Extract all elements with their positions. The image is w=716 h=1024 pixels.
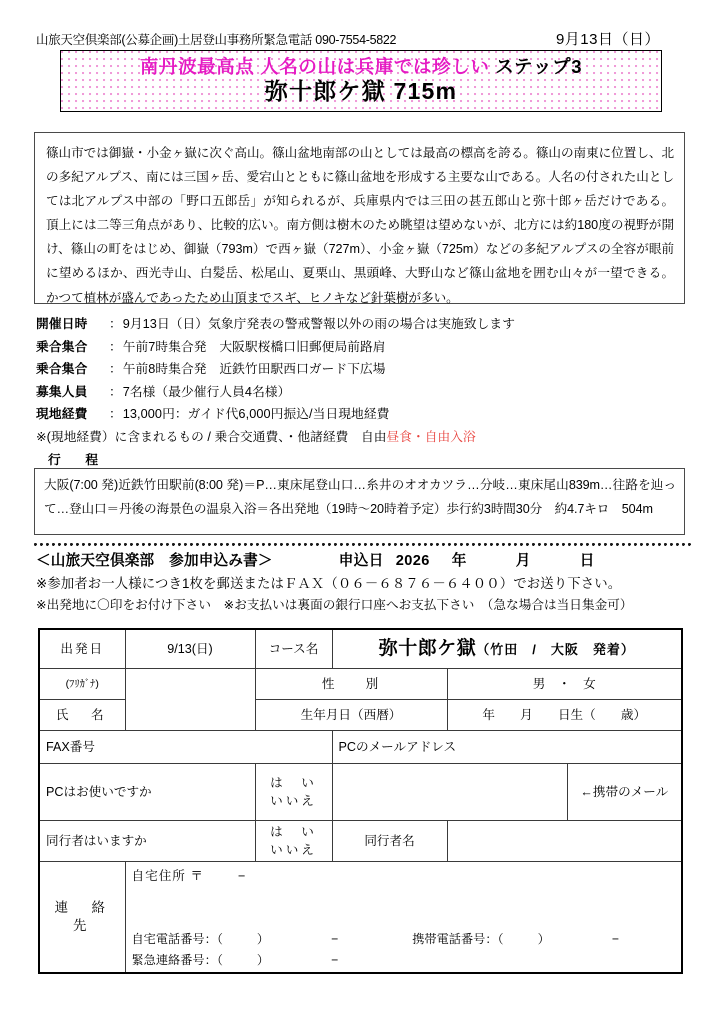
course-name-subtext: （竹田 / 大阪 発着）: [476, 641, 635, 657]
application-heading-section: [36, 550, 696, 616]
cell-pc-mail-input[interactable]: [332, 764, 567, 821]
cell-companion-label: 同行者はいますか: [39, 821, 255, 862]
detail-label: 開催日時: [36, 317, 88, 331]
table-row: [39, 764, 682, 821]
header-date: 9月13日（日）: [555, 31, 660, 48]
detail-value: 午前8時集合発 近鉄竹田駅西口ガード下広場: [122, 362, 386, 377]
detail-label: 乗合集合: [36, 339, 88, 354]
application-note-2: ※出発地に〇印をお付け下さい ※お支払いは裏面の銀行口座へお支払下さい （急な場合は当日集金可）: [36, 598, 633, 612]
cost-note-text: ※(現地経費）に含まれるもの / 乗合交通費、・他諸経費 自由: [36, 429, 387, 444]
cell-companion-name-label: 同行者名: [332, 821, 447, 862]
table-row: [39, 862, 682, 974]
mobile-phone-label: 携帯電話番号：（: [412, 932, 504, 946]
cell-depart-date-value[interactable]: 9/13(日): [125, 629, 255, 669]
detail-separator: ：: [109, 362, 122, 377]
emergency-dash: −: [331, 953, 339, 967]
apply-year-value: 2026: [395, 553, 430, 569]
cell-contact-details[interactable]: [125, 862, 682, 974]
apply-date-label: 申込日: [338, 553, 384, 569]
application-title: ＜山旅天空倶楽部 参加申込み書＞: [36, 553, 273, 569]
cell-companion-options[interactable]: は い いいえ: [255, 821, 332, 862]
detail-separator: ：: [109, 384, 122, 399]
cell-pc-mail-label[interactable]: [332, 731, 682, 764]
itinerary-box: [34, 468, 685, 535]
itinerary-text: 大阪(7:00 発)近鉄竹田駅前(8:00 発)＝P…東床尾登山口…糸井のオオカツラ…分岐…東床尾山839m…往路を辿って…登山口＝丹後の海景色の温泉入浴＝各出発地（19時～20時着予定）歩行約3時間30分 約4.7キロ 504m: [44, 478, 676, 516]
cell-name-input[interactable]: [125, 669, 255, 731]
detail-row: [36, 403, 696, 426]
mobile-phone-close: ）: [537, 932, 550, 946]
title-mountain-name: 弥十郎ケ獄 715m: [264, 78, 458, 105]
itinerary-heading: 行 程: [48, 452, 105, 467]
address-label: 自宅住所 〒: [131, 869, 204, 883]
title-banner: [60, 50, 662, 112]
title-step-label: ステップ3: [495, 56, 583, 77]
cell-depart-date-label: 出発日: [39, 629, 125, 669]
cell-course-label: コース名: [255, 629, 332, 669]
cell-gender-label: 性 別: [255, 669, 447, 700]
cell-mobile-mail-note: ←携帯のメール: [567, 764, 682, 821]
cell-fax-label[interactable]: [39, 731, 332, 764]
home-phone-label: 自宅電話番号：（: [131, 932, 223, 946]
home-phone-close: ）: [256, 932, 270, 946]
application-title-row: [36, 550, 696, 573]
table-row: [39, 821, 682, 862]
cell-companion-name-value[interactable]: [447, 821, 682, 862]
application-date-group: [339, 550, 595, 573]
description-text: 篠山市では御嶽・小金ヶ嶽に次ぐ高山。篠山盆地南部の山としては最高の標高を誇る。篠山の南東に位置し、北の多紀アルプス、南には三国ヶ岳、愛宕山とともに篠山盆地を形成する主要な山である。人名の付された山としては北アルプス中部の「野口五郎岳」が知られるが、兵庫県内では三田の甚五郎山と弥十郎ヶ岳だけである。 頂上には二等三角点があり、比較的広い。南方側は樹木のため眺望は望めないが、北方には約180度の視野が開け、篠山の町をはじめ、御嶽（793m）で西ヶ嶽（727m）、小金ヶ嶽（725m）などの多紀アルプスの全容が眼前に望めるほか、西光寺山、白髪岳、松尾山、夏栗山、黒頭峰、大野山など篠山盆地を囲む山々が一望できる。 かつて植林が盛んであったため山頂までスギ、ヒノキなど針葉樹が多い。: [46, 146, 674, 305]
cell-pc-use-label: PCはお使いですか: [39, 764, 255, 821]
fax-label-text: FAX番号: [46, 740, 95, 754]
address-dash: −: [237, 869, 247, 883]
emergency-close: ）: [256, 953, 270, 967]
cell-furigana-label: (ﾌﾘｶﾞﾅ): [39, 669, 125, 700]
table-row: [39, 731, 682, 764]
cell-contact-label: 連 絡 先: [39, 862, 125, 974]
detail-separator: ：: [109, 407, 122, 422]
detail-value: 9月13日（日）気象庁発表の警戒警報以外の雨の場合は実施致します: [122, 317, 515, 331]
title-highlight-peak: 南丹波最高点: [139, 56, 255, 77]
cell-name-label: 氏 名: [39, 700, 125, 731]
title-line-1: [61, 55, 661, 78]
phone-line-2[interactable]: [132, 951, 339, 969]
application-note-1: ※参加者お一人様につき1枚を郵送またはＦＡＸ（０６－６８７６－６４００）でお送り下さい。: [36, 576, 622, 591]
course-name-text: 弥十郎ケ獄: [378, 637, 477, 659]
contact-inner: [132, 864, 676, 970]
cell-pc-use-options[interactable]: は い いいえ: [255, 764, 332, 821]
document-header: [36, 28, 686, 49]
detail-value: 7名様（最少催行人員4名様）: [122, 384, 291, 399]
dotted-divider: [34, 543, 692, 546]
detail-value: 13,000円：ガイド代6,000円振込/当日現地経費: [122, 407, 390, 422]
detail-label: 乗合集合: [36, 362, 88, 377]
detail-row: [36, 358, 696, 381]
detail-row: [36, 381, 696, 404]
pc-mail-label-text: PCのメールアドレス: [338, 740, 457, 754]
apply-month-unit: 月: [515, 553, 531, 569]
cell-birth-fields[interactable]: 年 月 日生（ 歳）: [447, 700, 682, 731]
table-row: [39, 669, 682, 700]
cell-gender-options[interactable]: 男 ・ 女: [447, 669, 682, 700]
cost-note-highlight: 昼食・自由入浴: [386, 429, 476, 444]
details-section: [36, 313, 696, 471]
apply-year-unit: 年: [451, 553, 467, 569]
phone-line-1[interactable]: [132, 930, 619, 948]
mobile-phone-dash: −: [611, 932, 619, 946]
table-row: [39, 629, 682, 669]
detail-value: 午前7時集合発 大阪駅桜橋口旧郵便局前路肩: [122, 339, 386, 354]
detail-separator: ：: [109, 317, 122, 331]
cell-birth-label: 生年月日（西暦）: [255, 700, 447, 731]
cost-inclusion-note: [36, 426, 696, 449]
emergency-label: 緊急連絡番号：（: [131, 953, 223, 967]
detail-label: 募集人員: [36, 384, 88, 399]
detail-row: [36, 313, 696, 336]
detail-label: 現地経費: [36, 407, 88, 422]
address-line[interactable]: [132, 864, 676, 885]
application-form-table: [38, 628, 683, 974]
apply-day-unit: 日: [579, 553, 595, 569]
header-organization-line: 山旅天空倶楽部(公募企画)土居登山事務所緊急電話 090-7554-5822: [36, 33, 397, 47]
description-box: [34, 132, 685, 304]
title-highlight-subtitle: 人名の山は兵庫では珍しい: [260, 56, 490, 77]
cell-course-name: [332, 629, 682, 669]
detail-row: [36, 336, 696, 359]
detail-separator: ：: [109, 339, 122, 354]
home-phone-dash: −: [331, 932, 339, 946]
